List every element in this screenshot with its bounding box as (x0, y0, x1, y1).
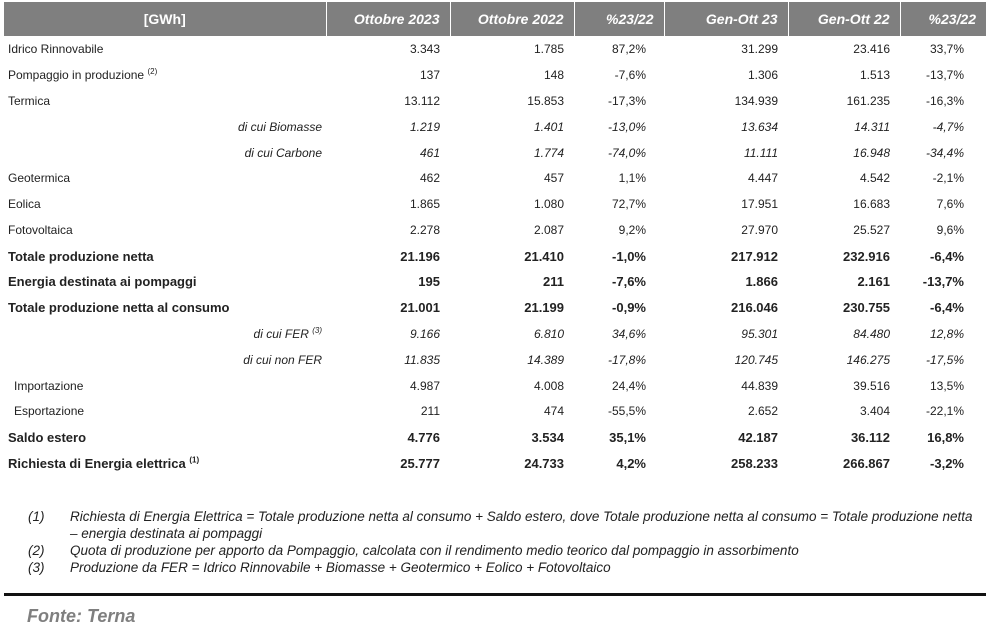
table-row (4, 191, 986, 217)
table-cell: 474 (543, 404, 564, 419)
table-cell: 33,7% (929, 41, 964, 56)
table-cell: 1.513 (859, 67, 890, 82)
table-cell: 1.401 (533, 119, 564, 134)
table-cell: 1.080 (533, 197, 564, 212)
table-cell: 13.112 (404, 93, 440, 108)
row-label (4, 373, 326, 399)
table-cell: 87,2% (611, 41, 646, 56)
table-cell: 9,2% (618, 223, 646, 238)
table-cell: 34,6% (611, 326, 646, 341)
table-cell: 14.311 (854, 119, 890, 134)
row-label-text: Energia destinata ai pompaggi (8, 274, 197, 290)
footnotes (28, 508, 978, 576)
table-cell: 4.987 (409, 378, 440, 393)
table-cell: 24.733 (524, 455, 564, 471)
table-cell: -3,2% (930, 455, 964, 471)
table-header-row (4, 2, 986, 36)
table-cell: -7,6% (614, 67, 646, 82)
table-cell: 4.008 (533, 378, 564, 393)
table-cell: 6.810 (533, 326, 564, 341)
table-row (4, 88, 986, 114)
table-cell: 11.835 (404, 352, 440, 367)
table-cell: -13,7% (925, 67, 964, 82)
row-label-text: Idrico Rinnovabile (8, 41, 104, 56)
table-row (4, 424, 986, 450)
table-cell: -0,9% (612, 300, 646, 316)
row-label (4, 217, 326, 243)
table-cell: 120.745 (734, 352, 778, 367)
table-cell: 1.865 (409, 197, 440, 212)
header-oct-2023: Ottobre 2023 (326, 2, 450, 36)
table-cell: -17,8% (607, 352, 646, 367)
table-cell: -16,3% (925, 93, 964, 108)
table-cell: 4.447 (747, 171, 778, 186)
table-cell: 462 (419, 171, 440, 186)
table-cell: 216.046 (731, 300, 778, 316)
table-cell: 2.161 (857, 274, 890, 290)
header-pct-ytd: %23/22 (900, 2, 986, 36)
table-cell: 12,8% (929, 326, 964, 341)
table-cell: -2,1% (932, 171, 964, 186)
table-cell: 211 (543, 274, 564, 290)
table-cell: 21.410 (524, 248, 564, 264)
row-label (4, 140, 326, 166)
table-cell: 134.939 (734, 93, 778, 108)
row-label (4, 269, 326, 295)
footnote-number: (3) (28, 560, 45, 575)
table-cell: -17,3% (607, 93, 646, 108)
table-cell: 27.970 (741, 223, 778, 238)
table-row (4, 165, 986, 191)
table-row (4, 295, 986, 321)
separator-line (4, 593, 986, 596)
table-cell: 21.001 (400, 300, 440, 316)
table-cell: -13,7% (922, 274, 964, 290)
table-cell: 44.839 (741, 378, 778, 393)
table-cell: 13,5% (929, 378, 964, 393)
footnote-text: Produzione da FER = Idrico Rinnovabile + Biomasse + Geotermico + Eolico + Fotovoltaico (70, 560, 611, 575)
header-oct-2022: Ottobre 2022 (450, 2, 574, 36)
table-row (4, 114, 986, 140)
table-cell: 13.634 (741, 119, 778, 134)
table-cell: 2.087 (533, 223, 564, 238)
row-label (4, 321, 326, 347)
table-cell: 14.389 (527, 352, 564, 367)
table-row (4, 243, 986, 269)
table-cell: 146.275 (846, 352, 890, 367)
table-cell: 258.233 (731, 455, 778, 471)
row-label-text: di cui non FER (243, 352, 322, 367)
table-cell: 1,1% (618, 171, 646, 186)
table-cell: 4,2% (616, 455, 646, 471)
table-body (4, 36, 986, 476)
row-label (4, 114, 326, 140)
table-row (4, 140, 986, 166)
footnote-text: Quota di produzione per apporto da Pompaggio, calcolata con il rendimento medio teorico dal pompaggio in assorbimento (70, 543, 799, 558)
row-label (4, 62, 326, 88)
row-label (4, 347, 326, 373)
table-cell: 21.199 (524, 300, 564, 316)
table-row (4, 347, 986, 373)
row-label (4, 450, 326, 476)
table-cell: 21.196 (400, 248, 440, 264)
row-label-text: Fotovoltaica (8, 223, 73, 238)
table-cell: 36.112 (850, 429, 890, 445)
table-cell: 230.755 (843, 300, 890, 316)
row-label-text: di cui FER (253, 326, 309, 341)
table-cell: 39.516 (853, 378, 890, 393)
footnote-ref: (1) (189, 455, 200, 465)
table-cell: -74,0% (607, 145, 646, 160)
row-label (4, 424, 326, 450)
row-label-text: di cui Carbone (244, 145, 322, 160)
table-cell: 16,8% (927, 429, 964, 445)
table-cell: 9.166 (409, 326, 440, 341)
table-cell: -6,4% (930, 248, 964, 264)
row-label (4, 191, 326, 217)
header-jan-oct-23: Gen-Ott 23 (664, 2, 788, 36)
table-cell: 457 (543, 171, 564, 186)
footnote-text: Richiesta di Energia Elettrica = Totale produzione netta al consumo + Saldo estero, dove Totale produzione netta al consumo = Totale produzione netta – energia destinata ai pompaggi (70, 509, 973, 541)
footnote-1 (28, 508, 978, 542)
table-row (4, 373, 986, 399)
table-cell: 232.916 (843, 248, 890, 264)
footnote-ref: (2) (147, 66, 158, 76)
table-row (4, 36, 986, 62)
table-row (4, 321, 986, 347)
table-cell: 1.306 (747, 67, 778, 82)
table-row (4, 62, 986, 88)
table-cell: 211 (420, 404, 440, 419)
row-label (4, 36, 326, 62)
table-cell: 2.278 (409, 223, 440, 238)
table-cell: 1.774 (533, 145, 564, 160)
header-jan-oct-22: Gen-Ott 22 (788, 2, 900, 36)
table-cell: 17.951 (741, 197, 778, 212)
table-cell: 25.777 (400, 455, 440, 471)
table-row (4, 398, 986, 424)
table-cell: 23.416 (853, 41, 890, 56)
footnote-2 (28, 542, 978, 559)
header-unit: [GWh] (4, 2, 326, 36)
table-cell: -22,1% (925, 404, 964, 419)
table-cell: 2.652 (747, 404, 778, 419)
footnote-number: (2) (28, 543, 45, 558)
row-label-text: Esportazione (14, 404, 85, 419)
row-label-text: Pompaggio in produzione (8, 67, 145, 82)
energy-balance-table (4, 2, 986, 476)
table-cell: 72,7% (611, 197, 646, 212)
table-cell: 461 (419, 145, 440, 160)
table-cell: 35,1% (609, 429, 646, 445)
table-cell: 1.785 (533, 41, 564, 56)
table-cell: 3.343 (409, 41, 440, 56)
table-row (4, 450, 986, 476)
table-cell: 25.527 (853, 223, 890, 238)
row-label-text: Totale produzione netta al consumo (8, 300, 230, 316)
table-cell: 16.948 (853, 145, 890, 160)
footnote-ref: (3) (312, 325, 322, 335)
row-label-text: Totale produzione netta (8, 248, 154, 264)
footnote-3 (28, 559, 978, 576)
table-cell: 161.235 (846, 93, 890, 108)
table-cell: 84.480 (853, 326, 890, 341)
table-cell: -1,0% (612, 248, 646, 264)
table-cell: 4.776 (407, 429, 440, 445)
row-label-text: Saldo estero (8, 429, 87, 445)
table-cell: -34,4% (925, 145, 964, 160)
table-cell: 31.299 (741, 41, 778, 56)
row-label (4, 88, 326, 114)
table-cell: 1.219 (409, 119, 440, 134)
table-row (4, 269, 986, 295)
table-cell: 95.301 (741, 326, 778, 341)
table-cell: 3.404 (859, 404, 890, 419)
table-cell: 15.853 (527, 93, 564, 108)
table-cell: 7,6% (936, 197, 964, 212)
table-cell: 24,4% (611, 378, 646, 393)
table-cell: 42.187 (738, 429, 778, 445)
table-cell: 148 (543, 67, 564, 82)
row-label-text: Importazione (14, 378, 84, 393)
table-cell: -7,6% (612, 274, 646, 290)
table-cell: -55,5% (607, 404, 646, 419)
row-label-text: Termica (8, 93, 51, 108)
row-label-text: Eolica (8, 197, 41, 212)
table-cell: 266.867 (843, 455, 890, 471)
table-cell: 9,6% (936, 223, 964, 238)
row-label (4, 165, 326, 191)
table-cell: 195 (418, 274, 440, 290)
table-cell: 137 (419, 67, 440, 82)
row-label-text: Richiesta di Energia elettrica (8, 455, 186, 471)
table-cell: -17,5% (925, 352, 964, 367)
row-label (4, 243, 326, 269)
row-label (4, 295, 326, 321)
table-cell: 16.683 (853, 197, 890, 212)
table-cell: 11.111 (743, 145, 778, 160)
row-label (4, 398, 326, 424)
source-label: Fonte: Terna (27, 606, 136, 626)
row-label-text: Geotermica (8, 171, 71, 186)
table-cell: 4.542 (859, 171, 890, 186)
header-pct-month: %23/22 (574, 2, 664, 36)
table-cell: -13,0% (607, 119, 646, 134)
row-label-text: di cui Biomasse (237, 119, 322, 134)
table-cell: 3.534 (531, 429, 564, 445)
table-cell: -4,7% (932, 119, 964, 134)
footnote-number: (1) (28, 509, 45, 524)
table-cell: 1.866 (745, 274, 778, 290)
table-row (4, 217, 986, 243)
table-cell: 217.912 (731, 248, 778, 264)
table-cell: -6,4% (930, 300, 964, 316)
